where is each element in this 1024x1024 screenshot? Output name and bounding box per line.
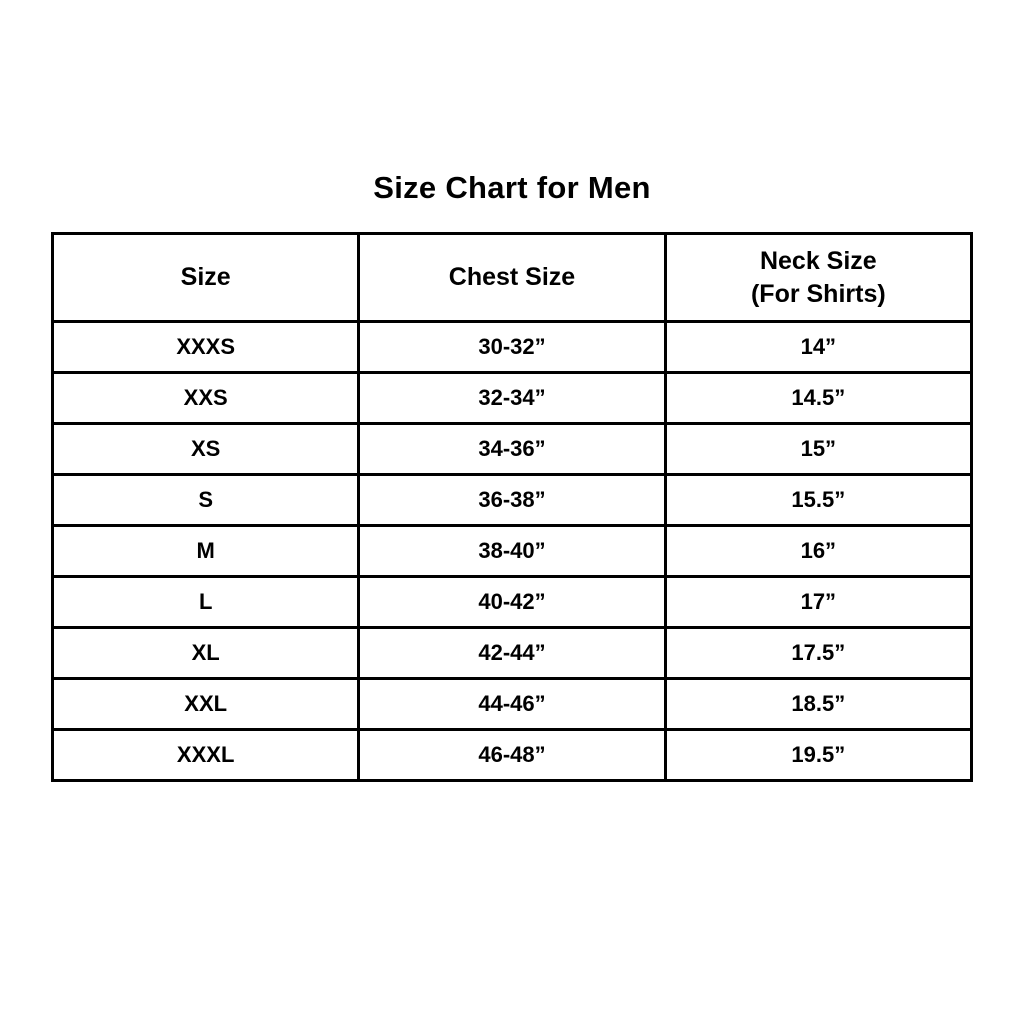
page-title: Size Chart for Men [373,170,651,205]
chest-size-cell: 30-32” [359,322,665,373]
size-cell: XL [53,628,359,679]
neck-size-cell: 15” [665,424,971,475]
size-cell: XS [53,424,359,475]
size-cell: XXXS [53,322,359,373]
neck-size-cell: 16” [665,526,971,577]
size-cell: XXL [53,679,359,730]
header-row [53,234,972,322]
table-row [53,730,972,781]
table-row [53,628,972,679]
chest-size-cell: 38-40” [359,526,665,577]
chest-size-cell: 36-38” [359,475,665,526]
chest-size-cell: 32-34” [359,373,665,424]
column-header-neck-size [665,234,971,322]
size-cell: S [53,475,359,526]
chest-size-cell: 44-46” [359,679,665,730]
chest-size-cell: 46-48” [359,730,665,781]
table-row [53,322,972,373]
table-row [53,577,972,628]
neck-size-cell: 17.5” [665,628,971,679]
size-cell: L [53,577,359,628]
column-header-neck-size-sublabel: (For Shirts) [750,279,886,308]
column-header-neck-size-label: Neck Size [759,247,877,275]
size-cell: XXS [53,373,359,424]
table-row [53,373,972,424]
chest-size-cell: 40-42” [359,577,665,628]
chest-size-cell: 34-36” [359,424,665,475]
neck-size-cell: 19.5” [665,730,971,781]
column-header-chest-size: Chest Size [359,234,665,322]
table-row [53,526,972,577]
table-row [53,424,972,475]
neck-size-cell: 14” [665,322,971,373]
size-cell: XXXL [53,730,359,781]
size-chart-table [51,232,973,782]
table-row [53,679,972,730]
chest-size-cell: 42-44” [359,628,665,679]
table-body [53,322,972,781]
size-cell: M [53,526,359,577]
neck-size-cell: 18.5” [665,679,971,730]
table-header [53,234,972,322]
neck-size-cell: 14.5” [665,373,971,424]
neck-size-cell: 17” [665,577,971,628]
table-row [53,475,972,526]
neck-size-cell: 15.5” [665,475,971,526]
column-header-size: Size [53,234,359,322]
